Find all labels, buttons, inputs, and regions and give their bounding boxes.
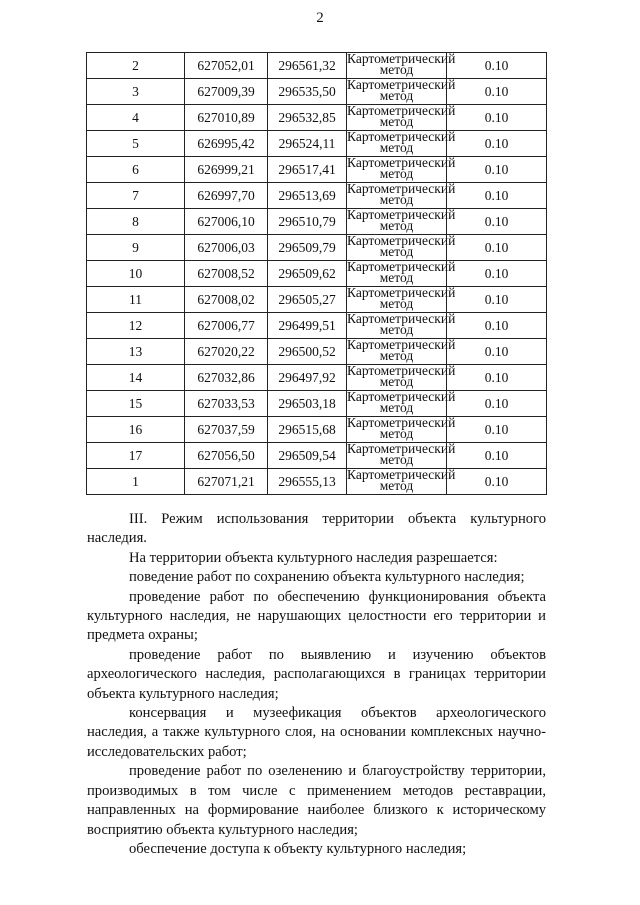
coord-y-cell: 296517,41 xyxy=(268,157,347,183)
method-cell xyxy=(347,467,456,495)
accuracy-cell: 0.10 xyxy=(447,183,547,209)
method-cell xyxy=(347,181,456,209)
paragraph-item-access: обеспечение доступа к объекту культурного наследия; xyxy=(129,840,467,857)
accuracy-cell: 0.10 xyxy=(447,105,547,131)
coord-x-cell: 627071,21 xyxy=(185,469,268,495)
method-line-1: Картометрический xyxy=(347,337,456,352)
method-line-1: Картометрический xyxy=(347,415,456,430)
table-row xyxy=(87,53,547,79)
method-cell xyxy=(347,77,456,105)
method-cell xyxy=(347,337,456,365)
coord-y-cell: 296532,85 xyxy=(268,105,347,131)
accuracy-cell: 0.10 xyxy=(447,235,547,261)
table-row xyxy=(87,183,547,209)
table-row xyxy=(87,417,547,443)
accuracy-cell: 0.10 xyxy=(447,79,547,105)
coord-y-cell: 296505,27 xyxy=(268,287,347,313)
table-row xyxy=(87,391,547,417)
method-line-2: метод xyxy=(379,166,414,181)
method-line-1: Картометрический xyxy=(347,129,456,144)
method-cell xyxy=(347,311,456,339)
page-number: 2 xyxy=(316,10,324,26)
accuracy-cell: 0.10 xyxy=(447,157,547,183)
method-line-2: метод xyxy=(379,374,414,389)
method-line-2: метод xyxy=(379,478,414,493)
table-row xyxy=(87,469,547,495)
method-cell xyxy=(347,155,456,183)
method-cell xyxy=(347,207,456,235)
table-row xyxy=(87,209,547,235)
coord-x-cell: 627037,59 xyxy=(185,417,268,443)
coord-x-cell: 627006,77 xyxy=(185,313,268,339)
point-number-cell: 17 xyxy=(87,443,185,469)
method-line-2: метод xyxy=(379,88,414,103)
point-number-cell: 3 xyxy=(87,79,185,105)
point-number-cell: 13 xyxy=(87,339,185,365)
method-line-1: Картометрический xyxy=(347,285,456,300)
coord-x-cell: 627052,01 xyxy=(185,53,268,79)
method-line-1: Картометрический xyxy=(347,181,456,196)
regime-text xyxy=(87,510,546,859)
method-line-2: метод xyxy=(379,348,414,363)
method-line-2: метод xyxy=(379,426,414,441)
method-line-1: Картометрический xyxy=(347,363,456,378)
coord-x-cell: 627006,10 xyxy=(185,209,268,235)
coord-x-cell: 627033,53 xyxy=(185,391,268,417)
coordinates-table xyxy=(86,52,547,495)
method-line-1: Картометрический xyxy=(347,155,456,170)
section-heading: III. Режим использования территории объекта культурного наследия. xyxy=(87,511,546,547)
method-cell xyxy=(347,363,456,391)
method-cell xyxy=(347,259,456,287)
point-number-cell: 6 xyxy=(87,157,185,183)
method-line-1: Картометрический xyxy=(347,389,456,404)
coord-y-cell: 296535,50 xyxy=(268,79,347,105)
method-line-2: метод xyxy=(379,192,414,207)
accuracy-cell: 0.10 xyxy=(447,53,547,79)
point-number-cell: 10 xyxy=(87,261,185,287)
point-number-cell: 5 xyxy=(87,131,185,157)
accuracy-cell: 0.10 xyxy=(447,469,547,495)
accuracy-cell: 0.10 xyxy=(447,391,547,417)
coord-x-cell: 626995,42 xyxy=(185,131,268,157)
method-line-1: Картометрический xyxy=(347,51,456,66)
method-line-1: Картометрический xyxy=(347,207,456,222)
paragraph-item-landscaping: проведение работ по озеленению и благоустройству территории, производимых в том числе с применением методов реставрации, направленных на формирование наиболее близкого к историческому восприятию объекта культурного наследия; xyxy=(87,763,546,838)
point-number-cell: 16 xyxy=(87,417,185,443)
method-line-1: Картометрический xyxy=(347,259,456,274)
accuracy-cell: 0.10 xyxy=(447,417,547,443)
accuracy-cell: 0.10 xyxy=(447,209,547,235)
coord-y-cell: 296561,32 xyxy=(268,53,347,79)
table-row xyxy=(87,105,547,131)
method-line-1: Картометрический xyxy=(347,103,456,118)
coord-y-cell: 296499,51 xyxy=(268,313,347,339)
accuracy-cell: 0.10 xyxy=(447,313,547,339)
method-cell xyxy=(347,389,456,417)
method-line-2: метод xyxy=(379,218,414,233)
coord-y-cell: 296509,79 xyxy=(268,235,347,261)
table-row xyxy=(87,313,547,339)
table-row xyxy=(87,261,547,287)
method-cell xyxy=(347,441,456,469)
coord-x-cell: 627010,89 xyxy=(185,105,268,131)
coord-y-cell: 296524,11 xyxy=(268,131,347,157)
coord-x-cell: 627009,39 xyxy=(185,79,268,105)
method-line-2: метод xyxy=(379,452,414,467)
point-number-cell: 12 xyxy=(87,313,185,339)
coord-y-cell: 296510,79 xyxy=(268,209,347,235)
coord-x-cell: 626997,70 xyxy=(185,183,268,209)
accuracy-cell: 0.10 xyxy=(447,261,547,287)
method-cell xyxy=(347,103,456,131)
method-line-2: метод xyxy=(379,400,414,415)
paragraph-item-functioning: проведение работ по обеспечению функционирования объекта культурного наследия, не нарушающих целостности его территории и предмета охраны; xyxy=(87,588,546,644)
table-row xyxy=(87,365,547,391)
coord-x-cell: 627032,86 xyxy=(185,365,268,391)
point-number-cell: 15 xyxy=(87,391,185,417)
accuracy-cell: 0.10 xyxy=(447,365,547,391)
method-line-1: Картометрический xyxy=(347,311,456,326)
accuracy-cell: 0.10 xyxy=(447,131,547,157)
point-number-cell: 7 xyxy=(87,183,185,209)
method-line-2: метод xyxy=(379,62,414,77)
coord-y-cell: 296509,62 xyxy=(268,261,347,287)
method-cell xyxy=(347,285,456,313)
method-line-2: метод xyxy=(379,296,414,311)
method-line-1: Картометрический xyxy=(347,441,456,456)
table-row xyxy=(87,131,547,157)
coord-y-cell: 296513,69 xyxy=(268,183,347,209)
paragraph-allowed-intro: На территории объекта культурного наследия разрешается: xyxy=(129,549,498,566)
accuracy-cell: 0.10 xyxy=(447,339,547,365)
method-line-2: метод xyxy=(379,244,414,259)
point-number-cell: 2 xyxy=(87,53,185,79)
paragraph-item-conservation: консервация и музеефикация объектов археологического наследия, а также культурного слоя, на основании комплексных научно-исследовательских работ; xyxy=(87,705,546,760)
point-number-cell: 11 xyxy=(87,287,185,313)
point-number-cell: 1 xyxy=(87,469,185,495)
accuracy-cell: 0.10 xyxy=(447,287,547,313)
point-number-cell: 14 xyxy=(87,365,185,391)
method-line-2: метод xyxy=(379,140,414,155)
point-number-cell: 8 xyxy=(87,209,185,235)
method-line-1: Картометрический xyxy=(347,77,456,92)
coord-x-cell: 627020,22 xyxy=(185,339,268,365)
accuracy-cell: 0.10 xyxy=(447,443,547,469)
table-row xyxy=(87,339,547,365)
coord-y-cell: 296503,18 xyxy=(268,391,347,417)
method-line-2: метод xyxy=(379,114,414,129)
method-cell xyxy=(347,129,456,157)
paragraph-item-preservation: поведение работ по сохранению объекта культурного наследия; xyxy=(129,569,525,586)
coord-x-cell: 627008,52 xyxy=(185,261,268,287)
method-cell xyxy=(347,415,456,443)
table-row xyxy=(87,287,547,313)
coord-y-cell: 296515,68 xyxy=(268,417,347,443)
paragraph-item-archaeology: проведение работ по выявлению и изучению объектов археологического наследия, располагающихся в границах территории объекта культурного наследия; xyxy=(87,646,546,702)
coord-y-cell: 296555,13 xyxy=(268,469,347,495)
coord-x-cell: 627056,50 xyxy=(185,443,268,469)
table-row xyxy=(87,235,547,261)
table-row xyxy=(87,443,547,469)
coord-x-cell: 627006,03 xyxy=(185,235,268,261)
coord-y-cell: 296509,54 xyxy=(268,443,347,469)
coord-y-cell: 296500,52 xyxy=(268,339,347,365)
method-line-2: метод xyxy=(379,322,414,337)
method-line-2: метод xyxy=(379,270,414,285)
method-cell xyxy=(347,233,456,261)
coord-y-cell: 296497,92 xyxy=(268,365,347,391)
point-number-cell: 4 xyxy=(87,105,185,131)
method-cell xyxy=(347,51,456,79)
point-number-cell: 9 xyxy=(87,235,185,261)
method-line-1: Картометрический xyxy=(347,467,456,482)
method-line-1: Картометрический xyxy=(347,233,456,248)
table-row xyxy=(87,79,547,105)
coord-x-cell: 627008,02 xyxy=(185,287,268,313)
coord-x-cell: 626999,21 xyxy=(185,157,268,183)
table-row xyxy=(87,157,547,183)
